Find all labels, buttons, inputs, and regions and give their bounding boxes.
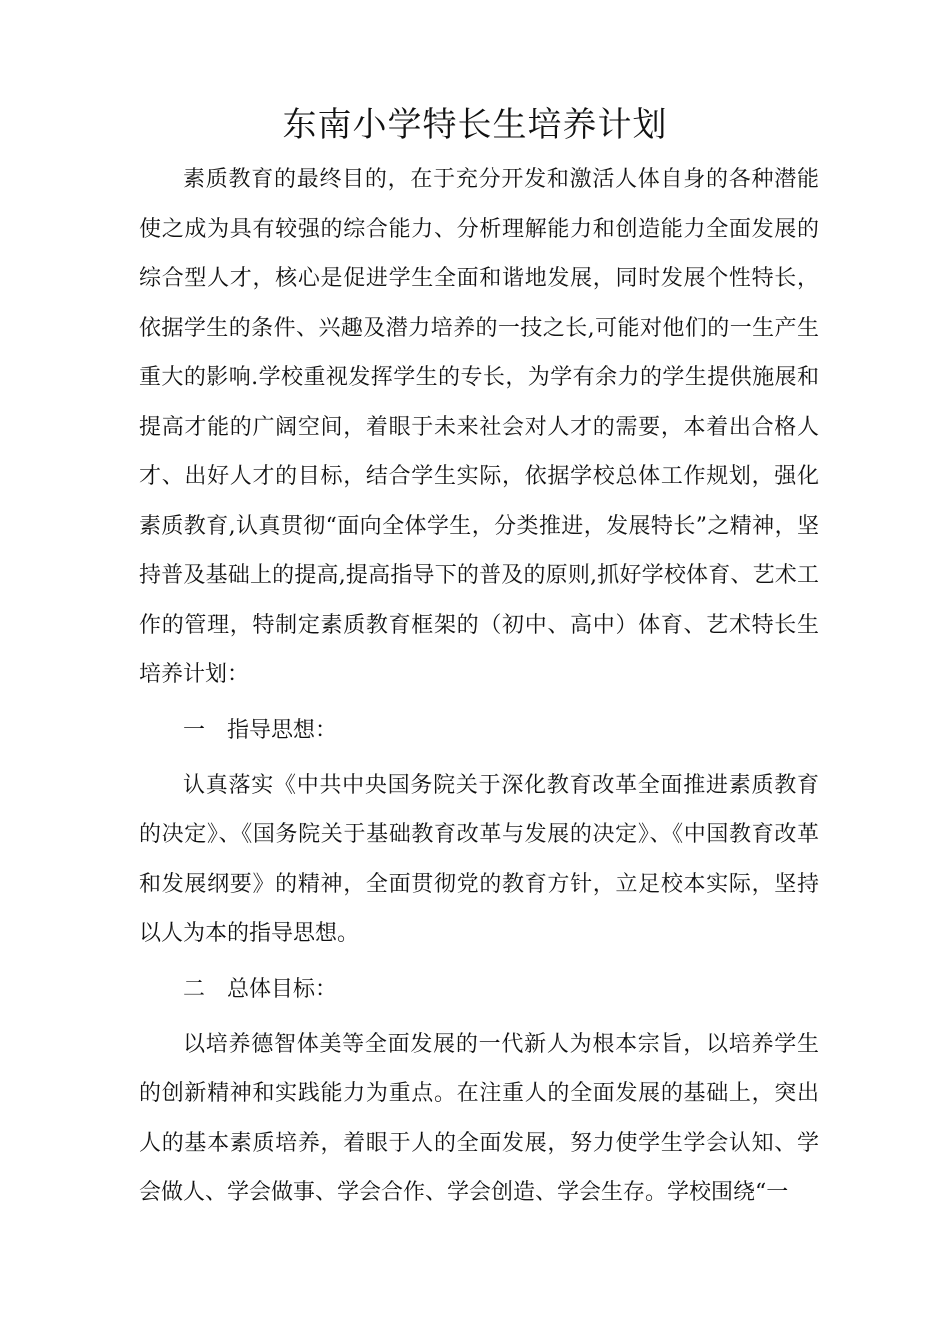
guiding-ideology-paragraph: 认真落实《中共中央国务院关于深化教育改革全面推进素质教育的决定》、《国务院关于基础教育改革与发展的决定》、《中国教育改革和发展纲要》的精神，全面贯彻党的教育方针，立足校本实际，坚持以人为本的指导思想。 — [139, 772, 819, 946]
section-heading-overall-goal — [139, 959, 819, 1020]
overall-goal-paragraph: 以培养德智体美等全面发展的一代新人为根本宗旨，以培养学生的创新精神和实践能力为重点。在注重人的全面发展的基础上，突出人的基本素质培养，着眼于人的全面发展，努力使学生学会认知、学会做人、学会做事、学会合作、学会创造、学会生存。学校围绕“一 — [139, 1031, 819, 1205]
section-heading-text: 指导思想： — [227, 717, 338, 743]
document-body — [139, 155, 819, 1218]
section-heading-text: 总体目标： — [227, 976, 338, 1002]
section-number: 一 — [183, 717, 206, 743]
section-number: 二 — [183, 976, 206, 1002]
intro-paragraph: 素质教育的最终目的，在于充分开发和激活人体自身的各种潜能使之成为具有较强的综合能力、分析理解能力和创造能力全面发展的综合型人才，核心是促进学生全面和谐地发展，同时发展个性特长，依据学生的条件、兴趣及潜力培养的一技之长,可能对他们的一生产生重大的影响.学校重视发挥学生的专长，为学有余力的学生提供施展和提高才能的广阔空间，着眼于未来社会对人才的需要，本着出合格人才、出好人才的目标，结合学生实际，依据学校总体工作规划，强化素质教育,认真贯彻“面向全体学生，分类推进，发展特长”之精神，坚持普及基础上的提高,提高指导下的普及的原则,抓好学校体育、艺术工作的管理，特制定素质教育框架的（初中、高中）体育、艺术特长生培养计划： — [139, 167, 819, 687]
document-title: 东南小学特长生培养计划 — [282, 105, 668, 145]
section-heading-guiding-ideology — [139, 700, 819, 761]
